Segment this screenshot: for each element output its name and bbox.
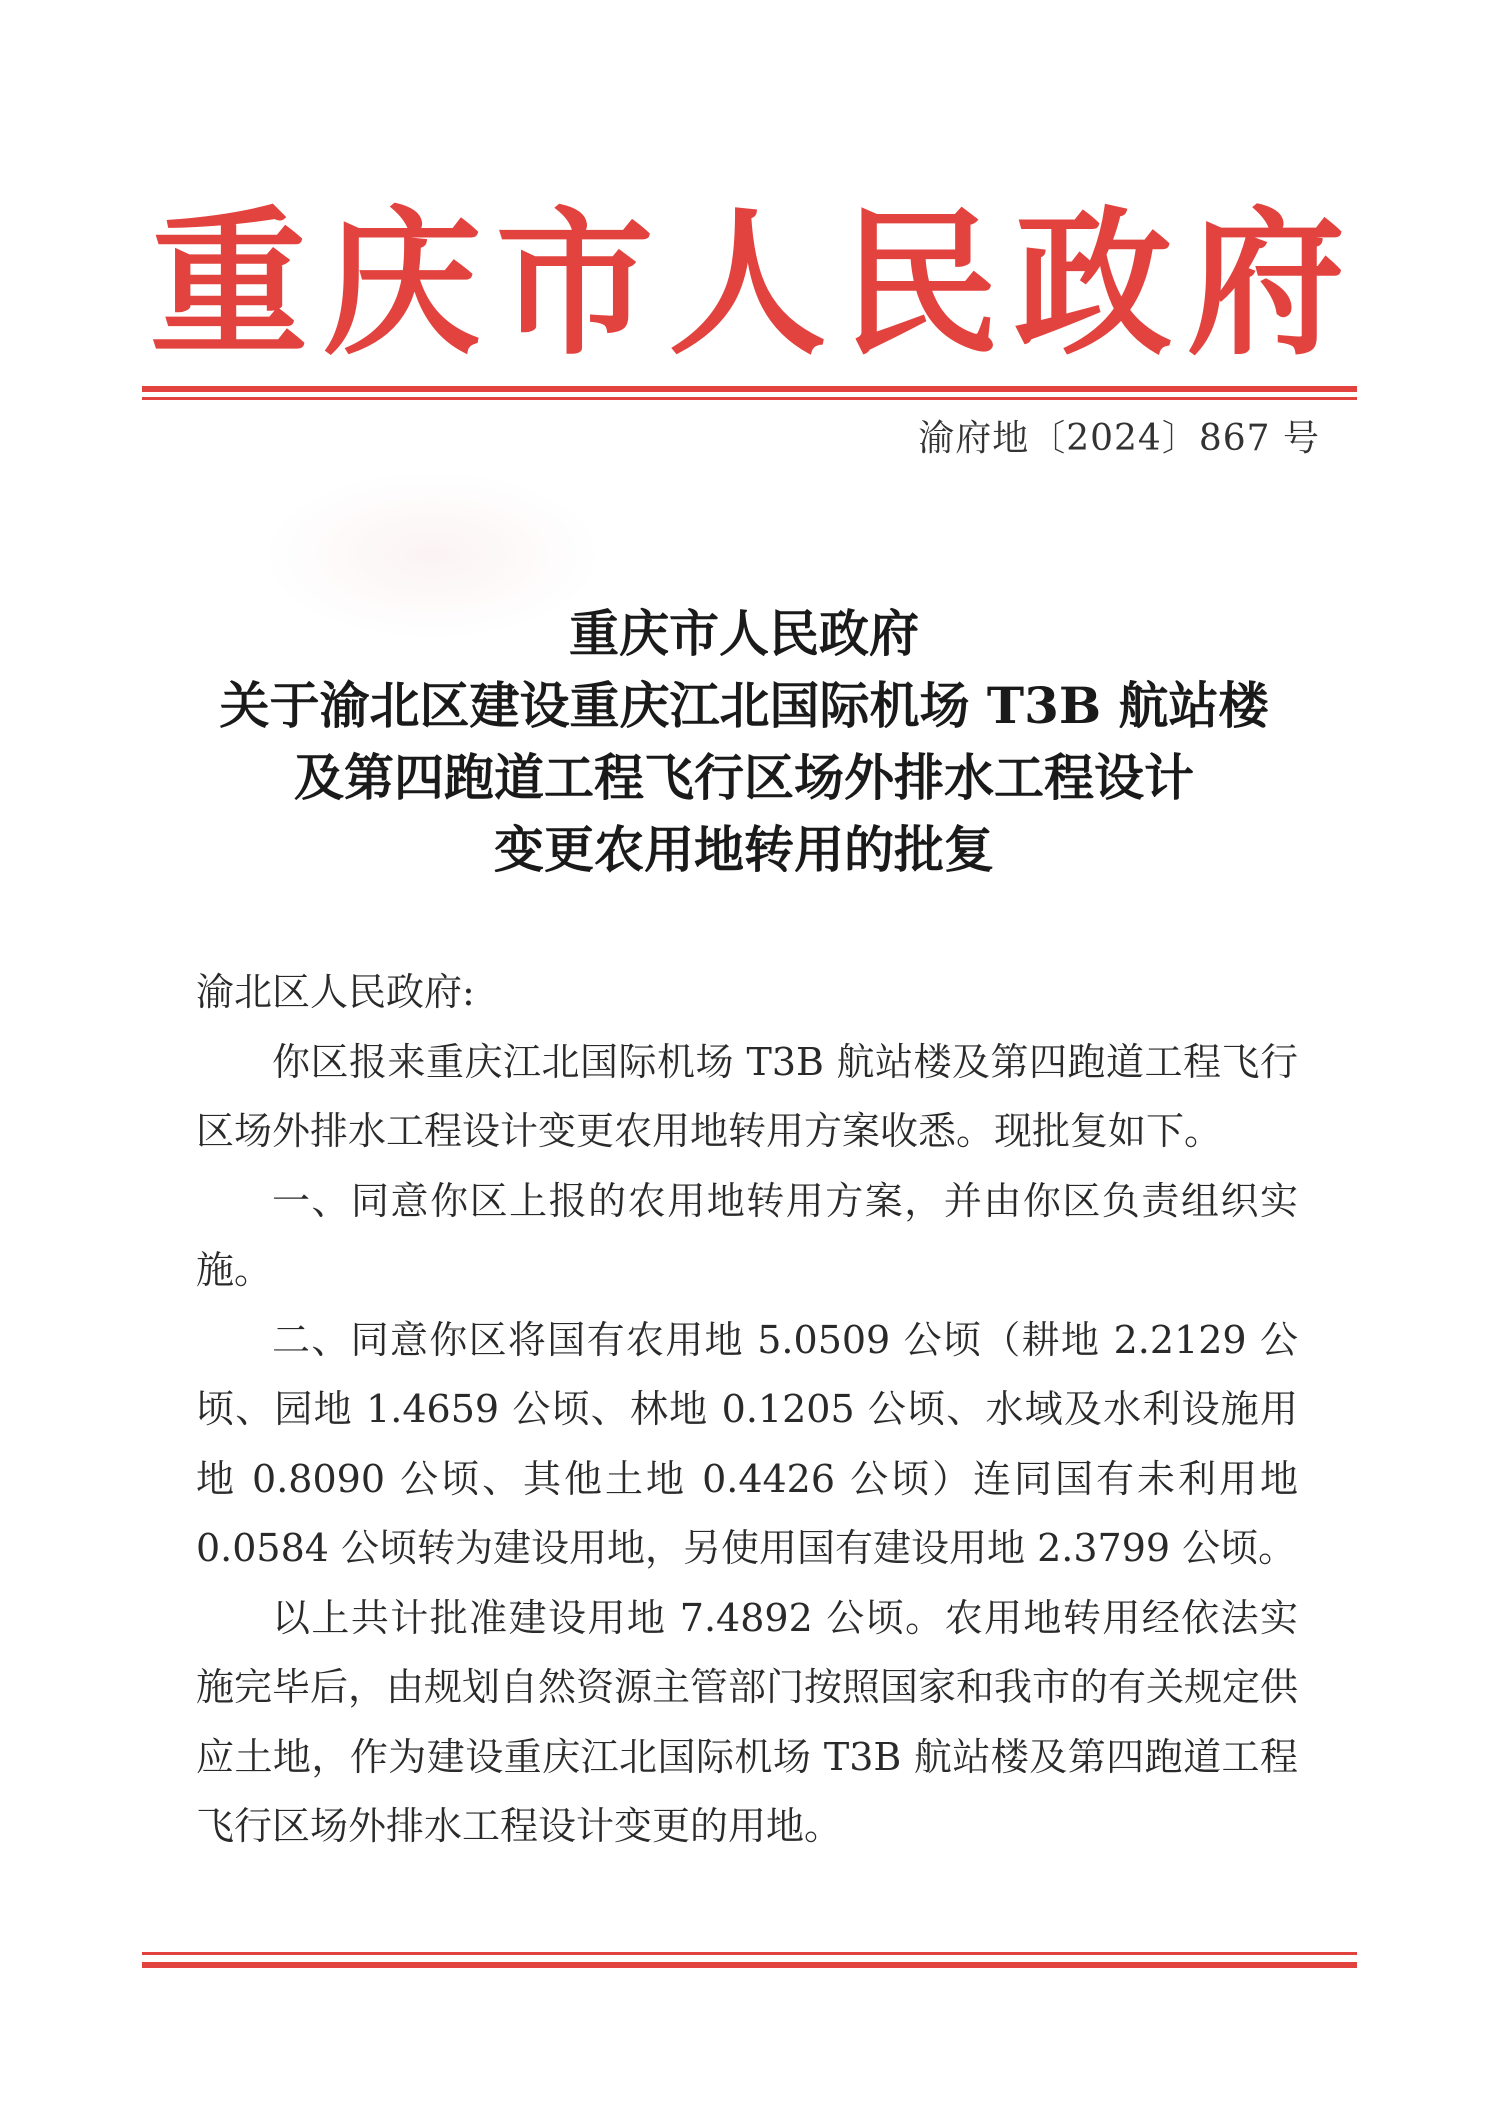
masthead-char: 庆 <box>322 192 481 377</box>
header-red-rule-thin <box>142 397 1357 400</box>
paragraph: 一、同意你区上报的农用地转用方案，并由你区负责组织实施。 <box>196 1178 1298 1292</box>
masthead-char: 政 <box>1014 192 1173 377</box>
paragraph: 二、同意你区将国有农用地 5.0509 公顷（耕地 2.2129 公顷、园地 1.4659 公顷、林地 0.1205 公顷、水域及水利设施用地 0.8090 公顷、其他土地 0.4426 公顷）连同国有未利用地 0.0584 公顷转为建设用地，另使用国有建设用地 2.3799 公顷。 <box>196 1317 1298 1570</box>
title-line: 及第四跑道工程飞行区场外排水工程设计 <box>294 748 1194 807</box>
masthead-char: 民 <box>841 192 1000 377</box>
title-line: 关于渝北区建设重庆江北国际机场 T3B 航站楼 <box>219 676 1269 735</box>
document-number: 渝府地〔2024〕867 号 <box>918 418 1320 459</box>
masthead-char: 市 <box>495 192 654 377</box>
masthead-title <box>150 192 1345 377</box>
salutation: 渝北区人民政府: <box>196 970 475 1014</box>
footer-red-rule-thick <box>142 1962 1357 1968</box>
document-title <box>120 598 1368 886</box>
paragraph: 你区报来重庆江北国际机场 T3B 航站楼及第四跑道工程飞行区场外排水工程设计变更农用地转用方案收悉。现批复如下。 <box>196 1039 1298 1153</box>
footer-red-rule-thin <box>142 1952 1357 1955</box>
paragraph: 以上共计批准建设用地 7.4892 公顷。农用地转用经依法实施完毕后，由规划自然资源主管部门按照国家和我市的有关规定供应土地，作为建设重庆江北国际机场 T3B 航站楼及第四跑道工程飞行区场外排水工程设计变更的用地。 <box>196 1595 1299 1848</box>
header-red-rule-thick <box>142 386 1357 392</box>
title-line: 变更农用地转用的批复 <box>494 820 994 879</box>
masthead-char: 人 <box>668 192 827 377</box>
document-body <box>196 958 1298 1862</box>
masthead-char: 府 <box>1186 192 1345 377</box>
title-line: 重庆市人民政府 <box>569 604 919 663</box>
masthead-char: 重 <box>150 192 308 377</box>
